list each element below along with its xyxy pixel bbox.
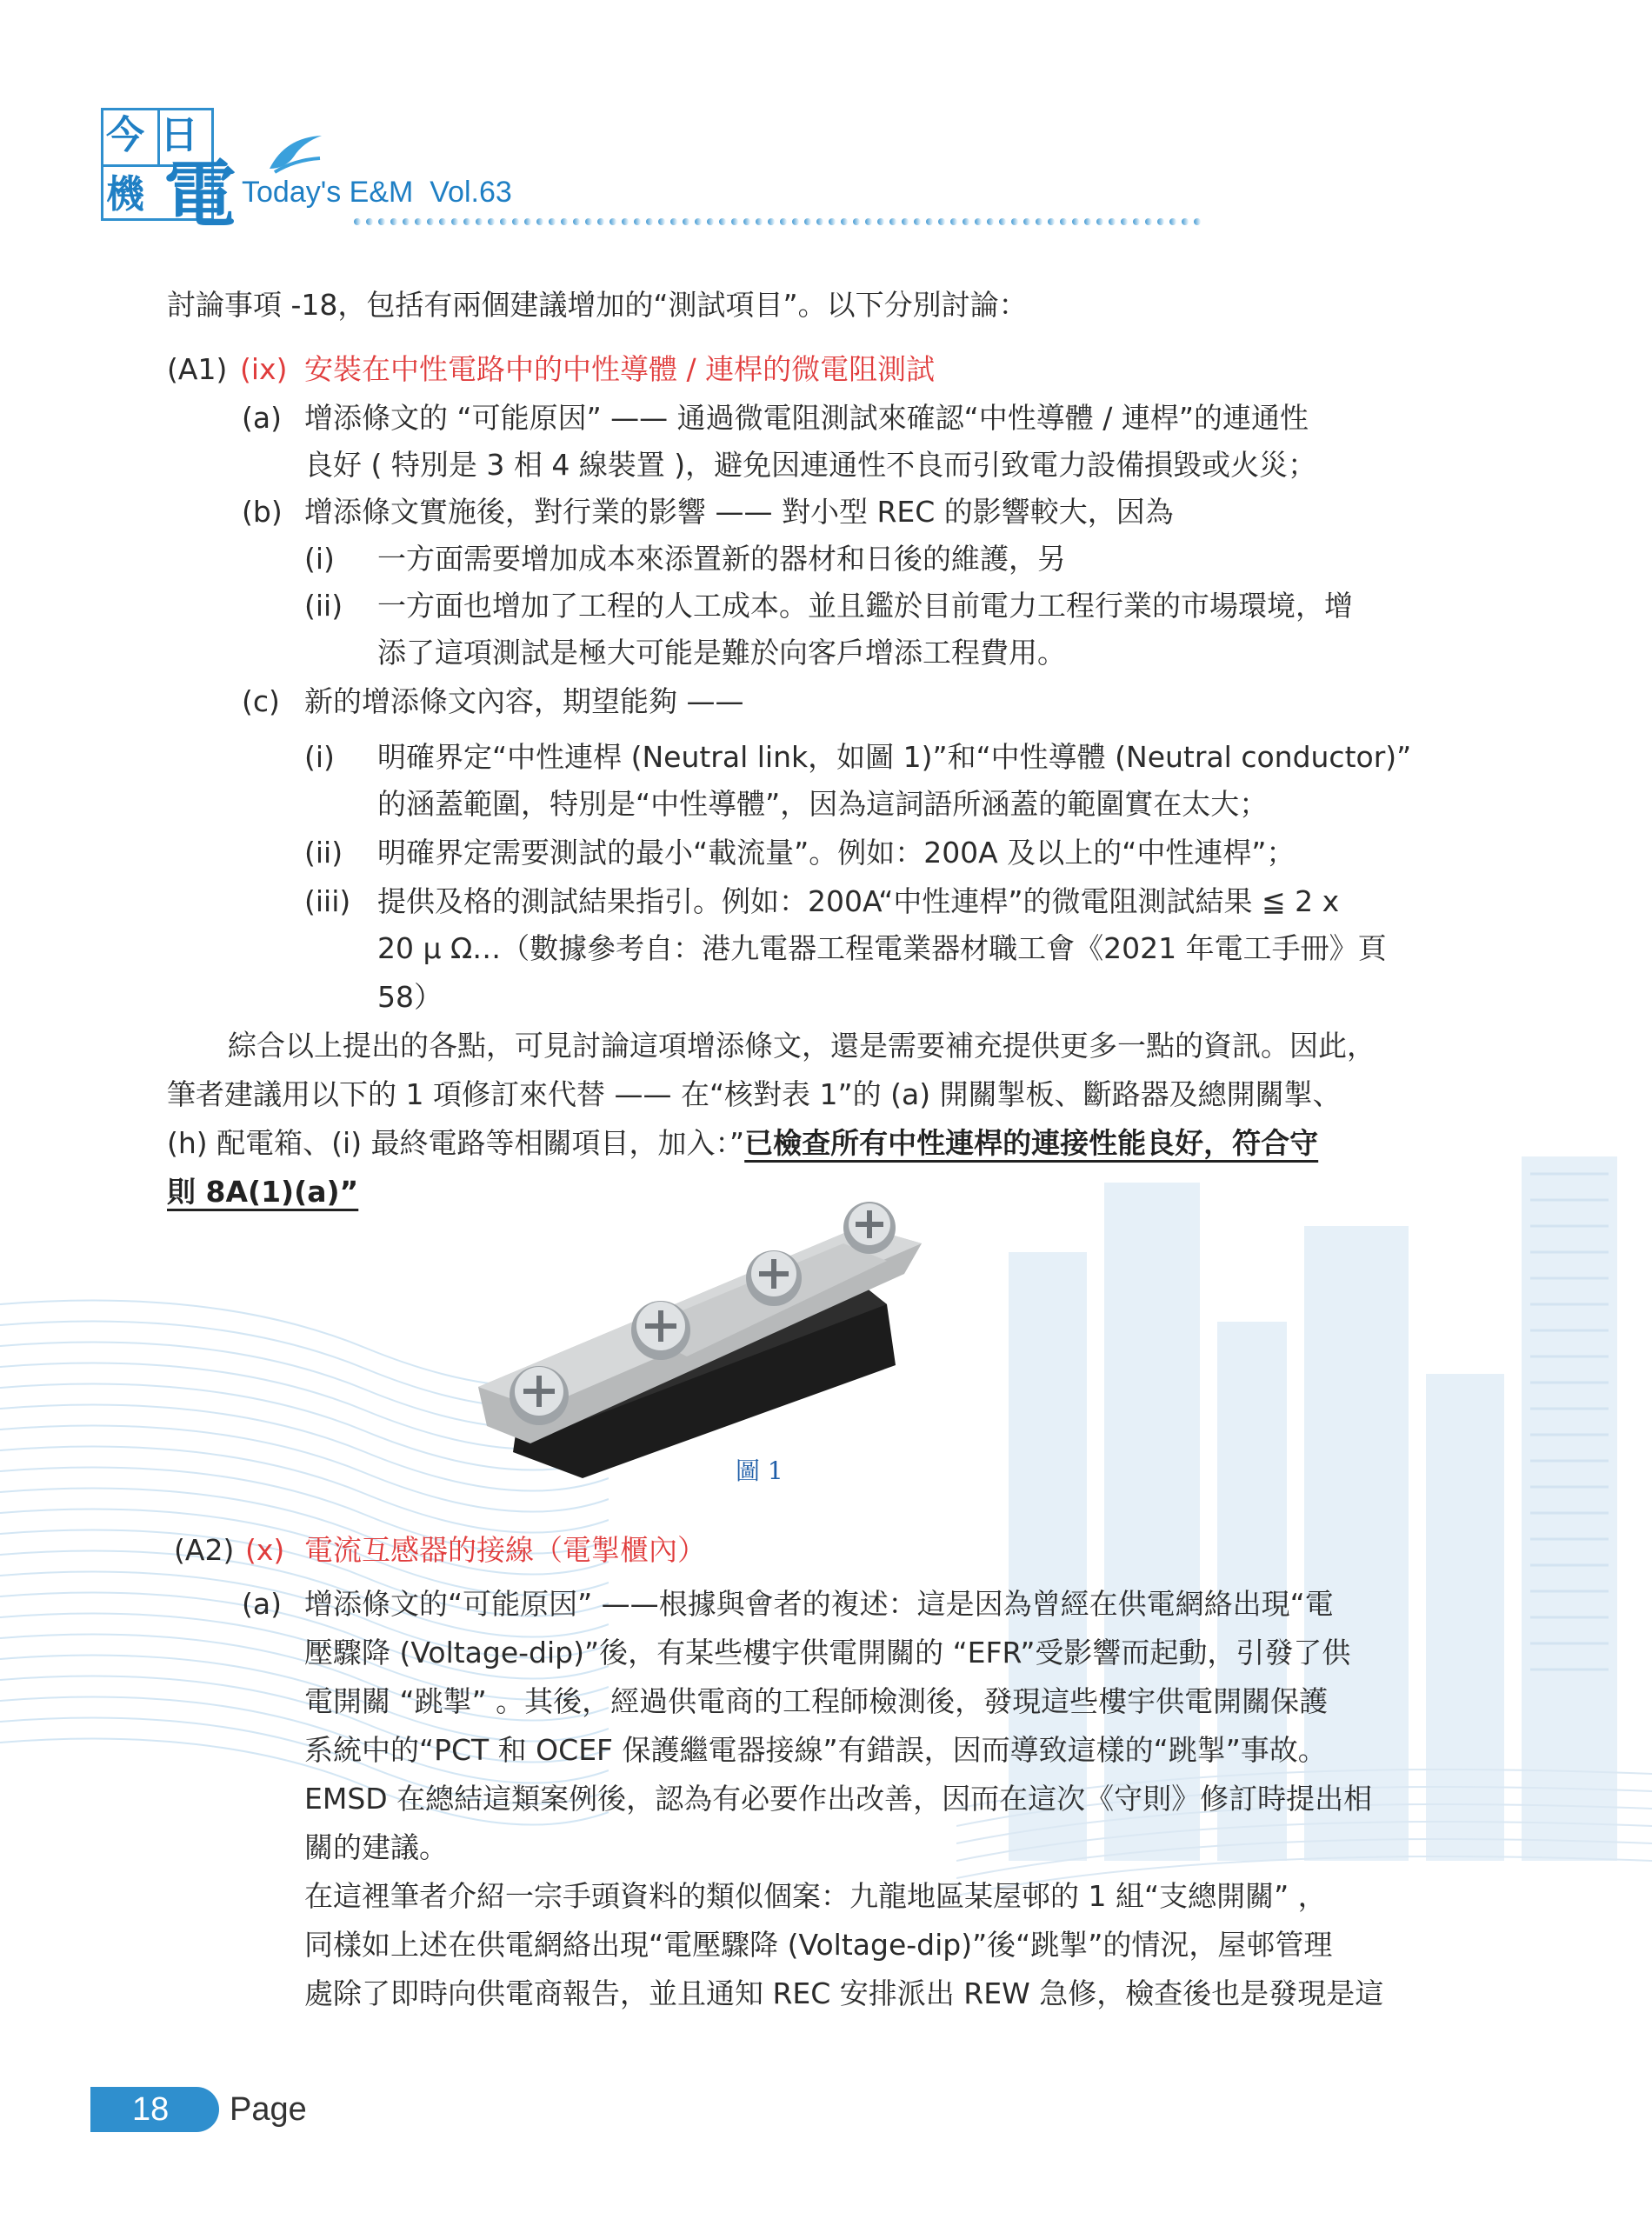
summary-line1: 綜合以上提出的各點，可見討論這項增添條文，還是需要補充提供更多一點的資訊。因此， bbox=[228, 1029, 1376, 1063]
a2-number: (x) bbox=[245, 1533, 285, 1567]
a2-a-line3: 電開關 “跳掣” 。其後，經過供電商的工程師檢測後，發現這些樓宇供電開關保護 bbox=[304, 1684, 1329, 1718]
a2-a-line2: 壓驟降 (Voltage-dip)”後，有某些樓宇供電開關的 “EFR”受影響而起動，引發了供 bbox=[304, 1636, 1351, 1670]
a1-c-iii-label: (iii) bbox=[304, 884, 351, 918]
a1-c-ii-label: (ii) bbox=[304, 836, 343, 870]
a2-label: (A2) bbox=[174, 1533, 235, 1567]
magazine-subtitle: Today's E&M Vol.63 bbox=[242, 176, 512, 209]
summary-line3-plain: (h) 配電箱、(i) 最終電路等相關項目，加入：” bbox=[167, 1126, 745, 1160]
a1-b-ii-line1: 一方面也增加了工程的人工成本。並且鑑於目前電力工程行業的市場環境，增 bbox=[377, 589, 1353, 623]
a2-p2-line3: 處除了即時向供電商報告，並且通知 REC 安排派出 REW 急修，檢查後也是發現是這 bbox=[304, 1976, 1384, 2010]
neutral-link-photo bbox=[478, 1191, 930, 1478]
a1-b-label: (b) bbox=[242, 495, 283, 529]
a1-title: 安裝在中性電路中的中性導體 / 連桿的微電阻測試 bbox=[304, 352, 936, 386]
a1-b-ii-line2: 添了這項測試是極大可能是難於向客戶增添工程費用。 bbox=[377, 636, 1066, 670]
logo-char-ri: 日 bbox=[160, 113, 198, 157]
a2-a-line1: 增添條文的“可能原因” ——根據與會者的複述：這是因為曾經在供電網絡出現“電 bbox=[304, 1587, 1334, 1621]
a2-title: 電流互感器的接線（電掣櫃內） bbox=[304, 1533, 706, 1567]
a1-c-i-line1: 明確界定“中性連桿 (Neutral link，如圖 1)”和“中性導體 (Neutral conductor)” bbox=[377, 740, 1412, 774]
summary-line2: 筆者建議用以下的 1 項修訂來代替 —— 在“核對表 1”的 (a) 開關掣板、斷路器及總開關掣、 bbox=[167, 1077, 1342, 1111]
magazine-logo bbox=[101, 108, 640, 237]
a2-a-line6: 關的建議。 bbox=[304, 1830, 448, 1864]
a1-a-line2: 良好 ( 特別是 3 相 4 線裝置 )，避免因連通性不良而引致電力設備損毀或火災； bbox=[304, 448, 1317, 482]
a1-b-line1: 增添條文實施後，對行業的影響 —— 對小型 REC 的影響較大，因為 bbox=[304, 495, 1174, 529]
a1-c-i-label: (i) bbox=[304, 740, 335, 774]
a1-a-line1: 增添條文的 “可能原因” —— 通過微電阻測試來確認“中性導體 / 連桿”的連通性 bbox=[304, 401, 1309, 435]
a2-a-label: (a) bbox=[242, 1587, 282, 1621]
a2-a-line4: 系統中的“PCT 和 OCEF 保護繼電器接線”有錯誤，因而導致這樣的“跳掣”事故。 bbox=[304, 1733, 1327, 1767]
a1-c-line1: 新的增添條文內容，期望能夠 —— bbox=[304, 684, 744, 718]
summary-line4-bold: 則 8A(1)(a)” bbox=[167, 1175, 359, 1209]
page-number: 18 bbox=[132, 2091, 170, 2128]
a1-c-iii-line1: 提供及格的測試結果指引。例如：200A“中性連桿”的微電阻測試結果 ≦ 2 x bbox=[377, 884, 1340, 918]
summary-line3 bbox=[167, 1123, 1318, 1163]
intro-paragraph: 討論事項 -18，包括有兩個建議增加的“測試項目”。以下分別討論： bbox=[167, 288, 1028, 322]
a1-b-i-text: 一方面需要增加成本來添置新的器材和日後的維護，另 bbox=[377, 542, 1066, 576]
a1-c-iii-line2: 20 μ Ω…（數據參考自：港九電器工程電業器材職工會《2021 年電工手冊》頁 bbox=[377, 931, 1387, 965]
summary-line3-bold: 已檢查所有中性連桿的連接性能良好，符合守 bbox=[744, 1126, 1319, 1160]
logo-char-ji: 機 bbox=[106, 172, 144, 217]
a1-c-ii-text: 明確界定需要測試的最小“載流量”。例如：200A 及以上的“中性連桿”； bbox=[377, 836, 1296, 870]
leaf-wave-icon bbox=[268, 134, 323, 174]
logo-char-jin: 今 bbox=[106, 113, 144, 157]
a2-p2-line2: 同樣如上述在供電網絡出現“電壓驟降 (Voltage-dip)”後“跳掣”的情況，屋邨管理 bbox=[304, 1928, 1333, 1962]
a1-b-ii-label: (ii) bbox=[304, 589, 343, 623]
a2-p2-line1: 在這裡筆者介紹一宗手頭資料的類似個案：九龍地區某屋邨的 1 組“支總開關” ， bbox=[304, 1879, 1327, 1913]
a1-c-i-line2: 的涵蓋範圍，特別是“中性導體”，因為這詞語所涵蓋的範圍實在太大； bbox=[377, 787, 1269, 821]
logo-char-dian: 電 bbox=[163, 152, 237, 237]
page-label: Page bbox=[230, 2091, 307, 2128]
a1-number: (ix) bbox=[240, 352, 288, 386]
figure-caption: 圖 1 bbox=[736, 1456, 783, 1485]
header-dotted-line bbox=[353, 217, 1205, 226]
a2-a-line5: EMSD 在總結這類案例後，認為有必要作出改善，因而在這次《守則》修訂時提出相 bbox=[304, 1782, 1373, 1816]
a1-c-iii-line3: 58） bbox=[377, 980, 443, 1014]
a1-c-label: (c) bbox=[242, 684, 280, 718]
a1-label: (A1) bbox=[167, 352, 228, 386]
a1-b-i-label: (i) bbox=[304, 542, 335, 576]
a1-a-label: (a) bbox=[242, 401, 282, 435]
